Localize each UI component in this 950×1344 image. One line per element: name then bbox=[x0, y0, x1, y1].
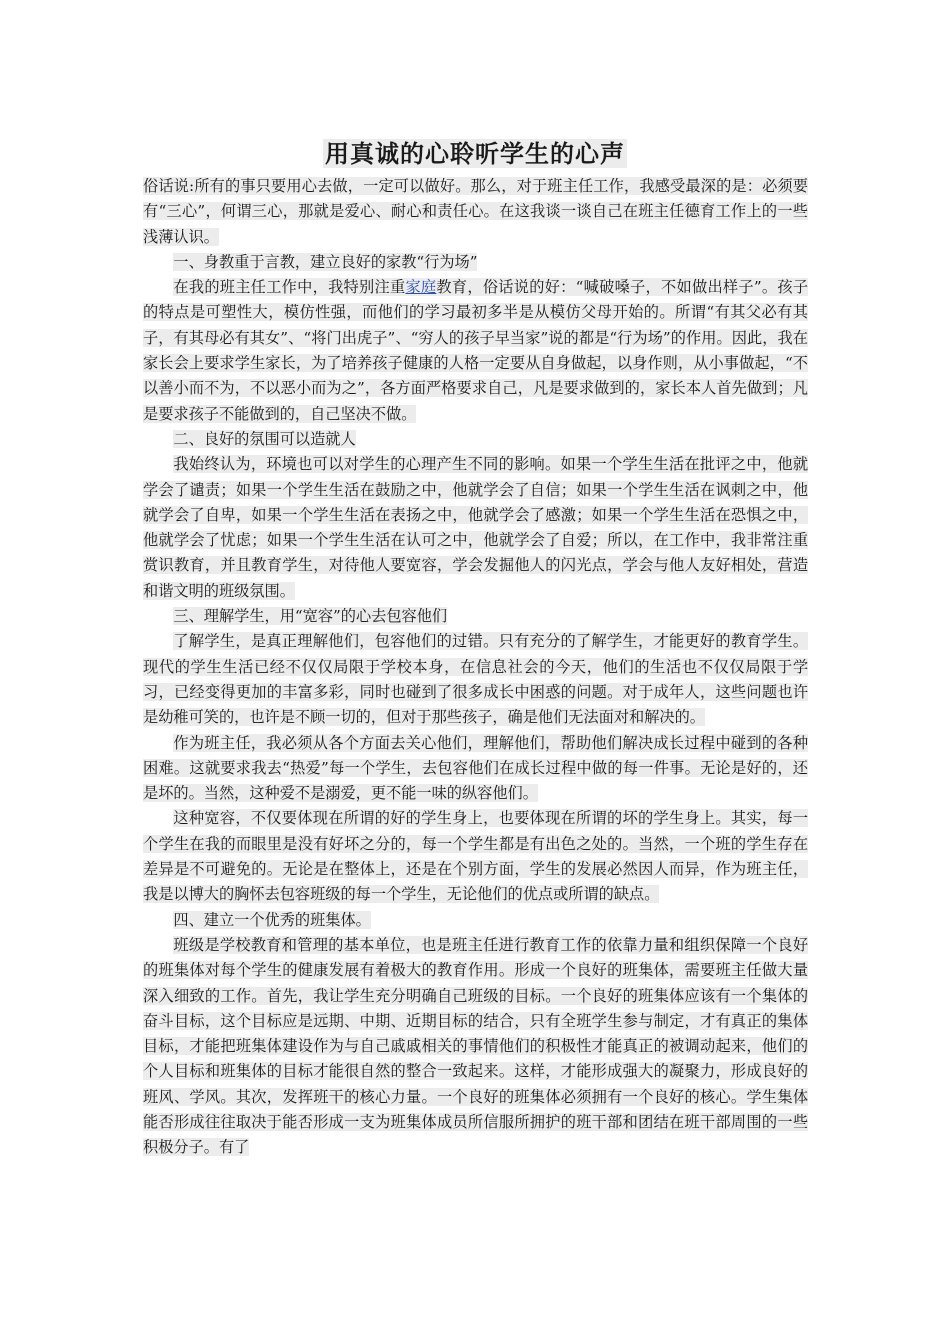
paragraph-environment bbox=[143, 452, 808, 604]
family-link[interactable]: 家庭 bbox=[405, 278, 437, 297]
paragraph-text: 我始终认为，环境也可以对学生的心理产生不同的影响。如果一个学生生活在批评之中，他就学会了谴责；如果一个学生生活在鼓励之中，他就学会了自信；如果一个学生生活在讽刺之中，他就学会了自卑，如果一个学生生活在表扬之中，他就学会了感激；如果一个学生生活在恐惧之中，他就学会了忧虑；如果一个学生生活在认可之中，他就学会了自爱；所以，在工作中，我非常注重赏识教育，并且教育学生，对待他人要宽容，学会发掘他人的闪光点，学会与他人友好相处，营造和谐文明的班级氛围。 bbox=[143, 455, 808, 600]
paragraph-text: 班级是学校教育和管理的基本单位，也是班主任进行教育工作的依靠力量和组织保障一个良好的班集体对每个学生的健康发展有着极大的教育作用。形成一个良好的班集体，需要班主任做大量深入细致的工作。首先，我让学生充分明确自己班级的目标。一个良好的班集体应该有一个集体的奋斗目标，这个目标应是远期、中期、近期目标的结合，只有全班学生参与制定，才有真正的集体目标，才能把班集体建设作为与自己戚戚相关的事情他们的积极性才能真正的被调动起来，他们的个人目标和班集体的目标才能很自然的整合一致起来。这样，才能形成强大的凝聚力，形成良好的班风、学风。其次，发挥班干的核心力量。一个良好的班集体必须拥有一个良好的核心。学生集体能否形成往往取决于能否形成一支为班集体成员所信服所拥护的班干部和团结在班干部周围的一些积极分子。有了 bbox=[143, 935, 808, 1157]
title-block bbox=[0, 134, 950, 169]
paragraph-intro bbox=[143, 174, 808, 250]
document-body bbox=[143, 174, 808, 1161]
page-title: 用真诚的心聆听学生的心声 bbox=[325, 139, 625, 168]
section-heading-3 bbox=[143, 604, 808, 629]
paragraph-text: 这种宽容，不仅要体现在所谓的好的学生身上，也要体现在所谓的坏的学生身上。其实，每一个学生在我的而眼里是没有好坏之分的，每一个学生都是有出色之处的。当然，一个班的学生存在差异是不可避免的。无论是在整体上，还是在个别方面，学生的发展必然因人而异，作为班主任，我是以博大的胸怀去包容班级的每一个学生，无论他们的优点或所谓的缺点。 bbox=[143, 809, 808, 904]
paragraph-text-before-link: 在我的班主任工作中，我特别注重 bbox=[173, 278, 406, 297]
paragraph-text: 三、理解学生，用“宽容”的心去包容他们 bbox=[173, 607, 448, 626]
paragraph-care bbox=[143, 731, 808, 807]
paragraph-text: 俗话说:所有的事只要用心去做，一定可以做好。那么，对于班主任工作，我感受最深的是：必须要有“三心”，何谓三心，那就是爱心、耐心和责任心。在这我谈一谈自己在班主任德育工作上的一些浅薄认识。 bbox=[143, 177, 808, 246]
paragraph-text: 二、良好的氛围可以造就人 bbox=[173, 429, 356, 448]
paragraph-text: 一、身教重于言教，建立良好的家教“行为场” bbox=[173, 252, 478, 271]
paragraph-text: 了解学生，是真正理解他们，包容他们的过错。只有充分的了解学生，才能更好的教育学生。现代的学生生活已经不仅仅局限于学校本身，在信息社会的今天，他们的生活也不仅仅局限于学习，已经变得更加的丰富多彩，同时也碰到了很多成长中困惑的问题。对于成年人，这些问题也许是幼稚可笑的，也许是不顾一切的，但对于那些孩子，确是他们无法面对和解决的。 bbox=[143, 632, 808, 727]
paragraph-tolerance bbox=[143, 806, 808, 907]
section-heading-1 bbox=[143, 250, 808, 275]
paragraph-class-collective bbox=[143, 933, 808, 1161]
paragraph-text-after-link: 教育，俗话说的好：“喊破嗓子，不如做出样子”。孩子的特点是可塑性大，模仿性强，而他们的学习最初多半是从模仿父母开始的。所谓“有其父必有其子，有其母必有其女”、“将门出虎子”、“穷人的孩子早当家”说的都是“行为场”的作用。因此，我在家长会上要求学生家长，为了培养孩子健康的人格一定要从自身做起，以身作则，从小事做起，“不以善小而不为，不以恶小而为之”，各方面严格要求自己，凡是要求做到的，家长本人首先做到；凡是要求孩子不能做到的，自己坚决不做。 bbox=[143, 278, 809, 423]
paragraph-understanding bbox=[143, 629, 808, 730]
paragraph-text: 作为班主任，我必须从各个方面去关心他们，理解他们，帮助他们解决成长过程中碰到的各种困难。这就要求我去“热爱”每一个学生，去包容他们在成长过程中做的每一件事。无论是好的，还是坏的。当然，这种爱不是溺爱，更不能一味的纵容他们。 bbox=[143, 733, 808, 803]
paragraph-text: 四、建立一个优秀的班集体。 bbox=[173, 910, 371, 929]
section-heading-2 bbox=[143, 427, 808, 452]
section-heading-4 bbox=[143, 908, 808, 933]
paragraph-family-education bbox=[143, 275, 808, 427]
